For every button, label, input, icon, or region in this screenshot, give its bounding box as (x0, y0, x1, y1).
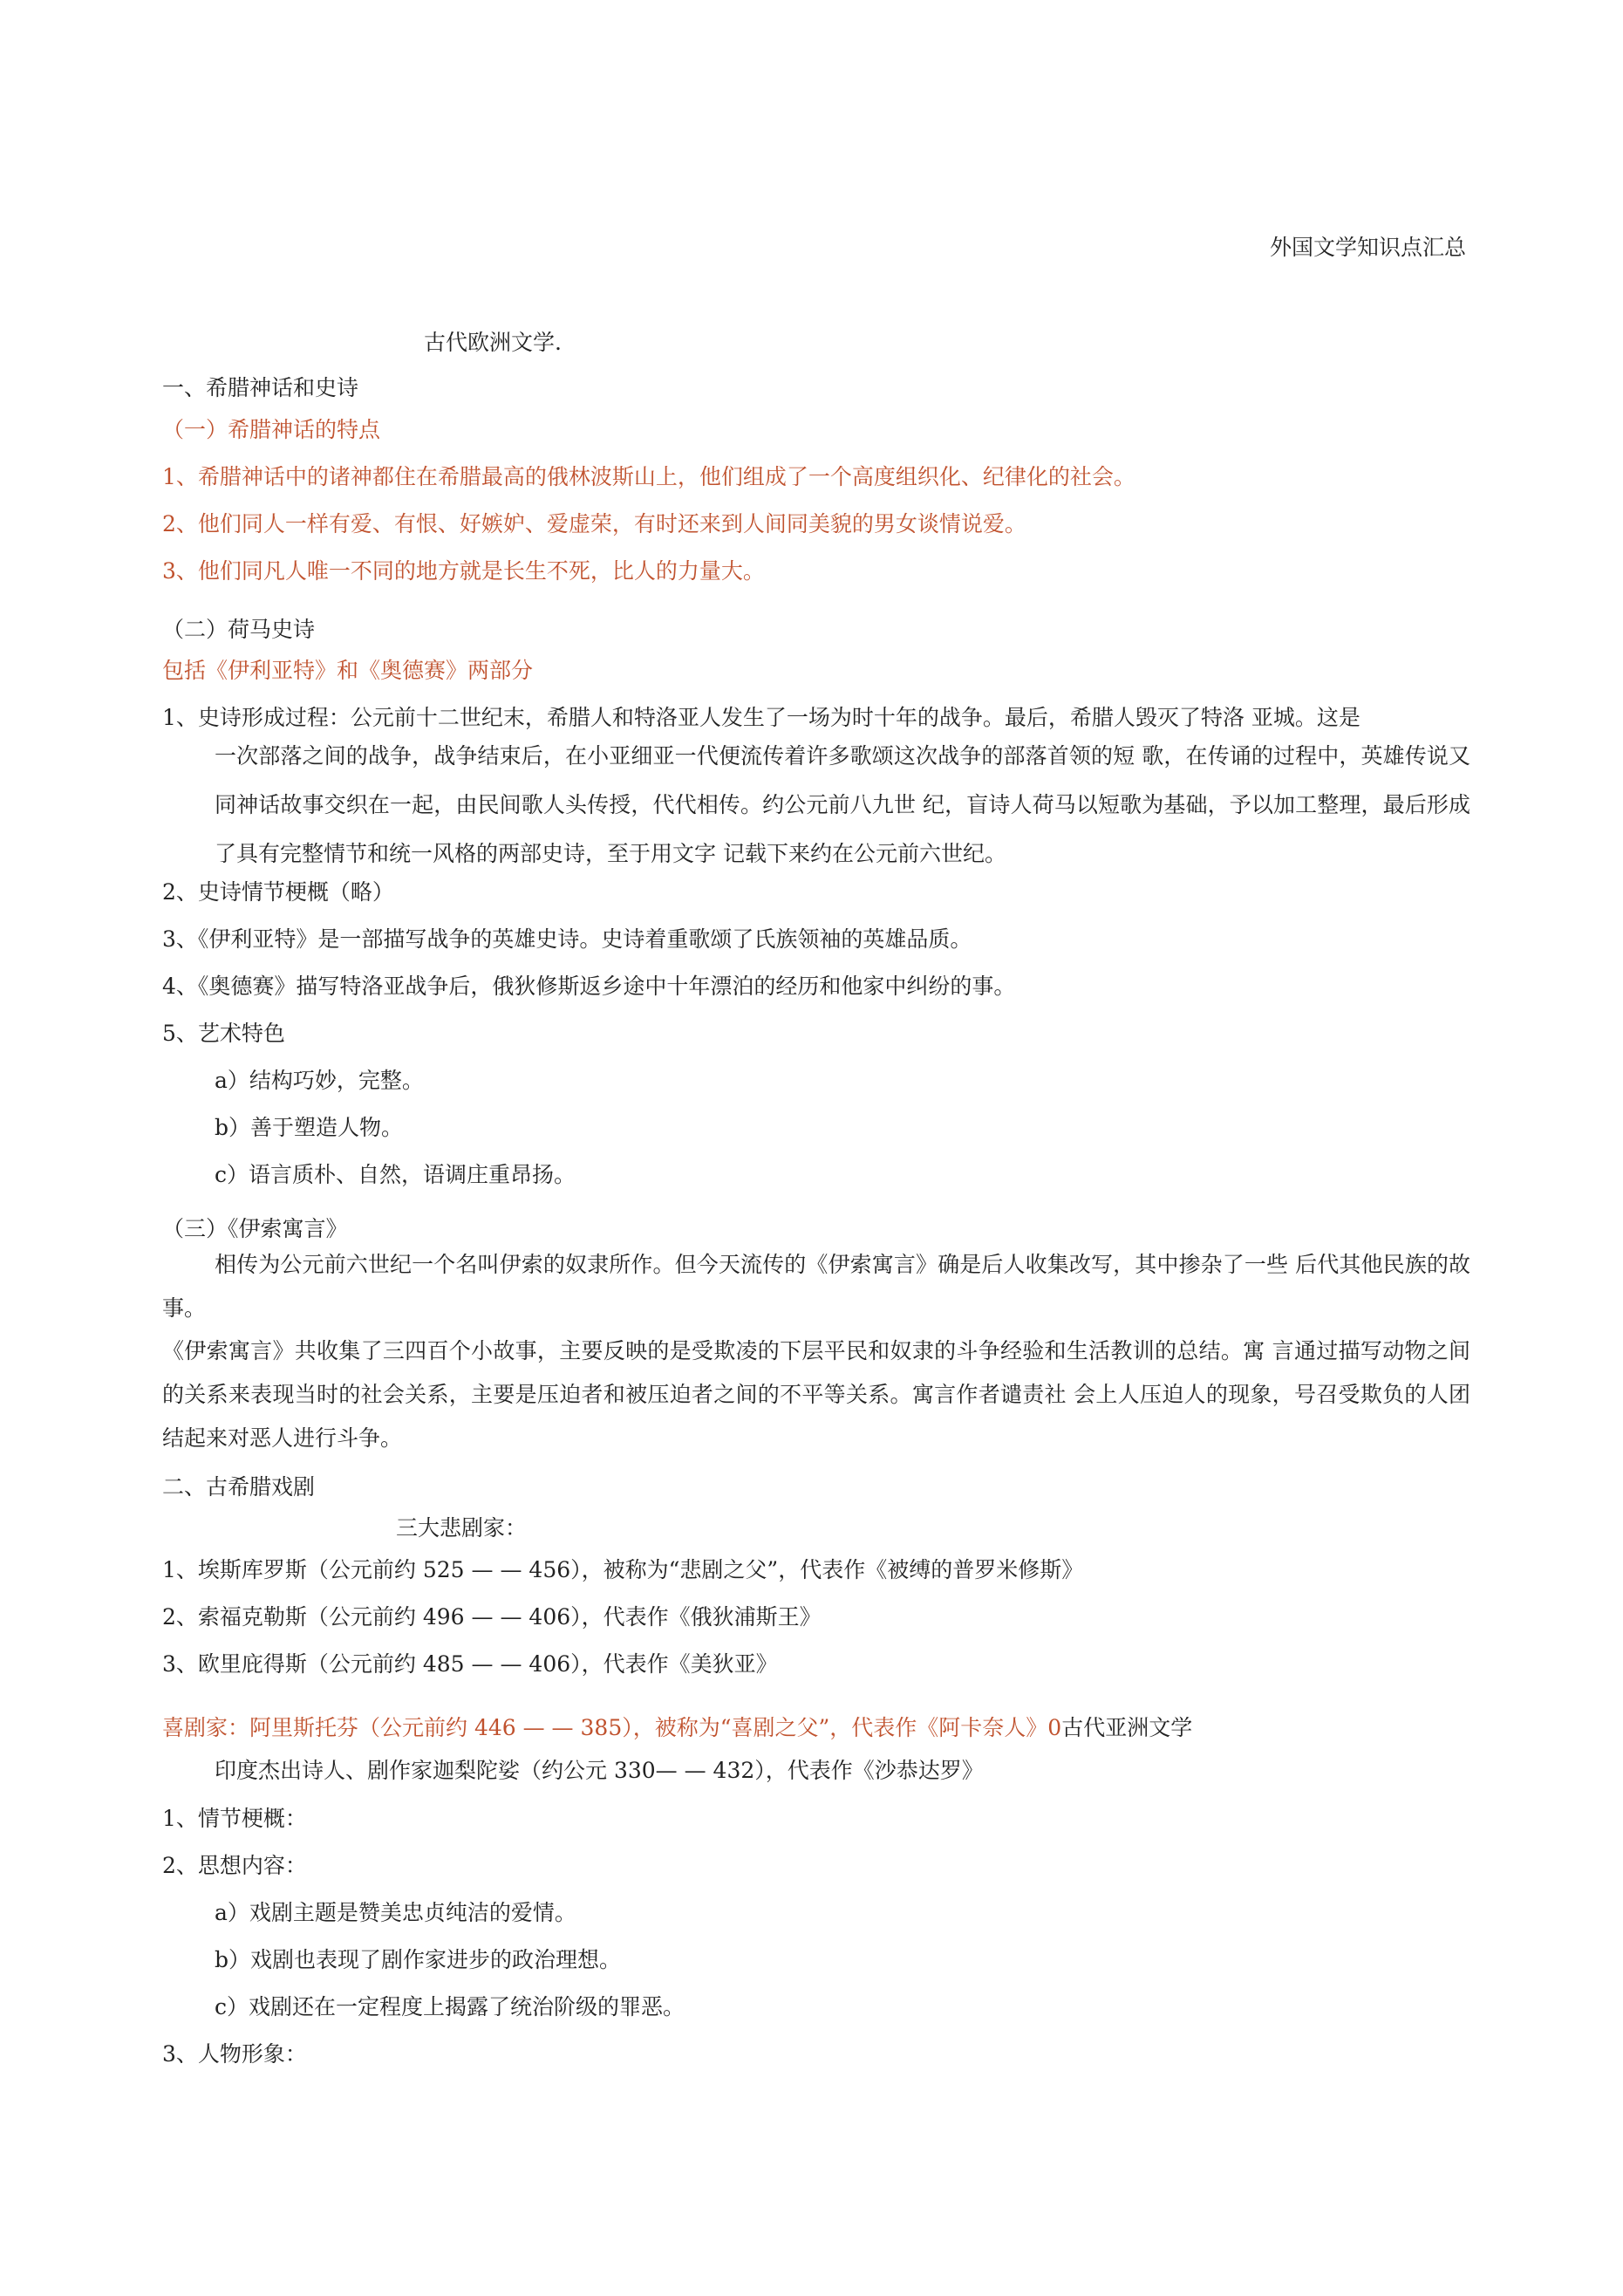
document-title: 外国文学知识点汇总 (1270, 235, 1467, 260)
list-item: 3、人物形象： (162, 2041, 307, 2067)
sub-list-item: c）语言质朴、自然，语调庄重昂扬。 (215, 1162, 576, 1187)
part-title: 古代亚洲文学 (1061, 1715, 1193, 1740)
list-item: 2、他们同人一样有爱、有恨、好嫉妒、爱虚荣，有时还来到人间同美貌的男女谈情说爱。 (162, 511, 1026, 536)
list-item: 2、索福克勒斯（公元前约 496 — — 406），代表作《俄狄浦斯王》 (162, 1604, 822, 1630)
comedian-line (162, 1713, 1192, 1743)
list-item: 1、情节梗概： (162, 1806, 307, 1831)
list-item: 1、埃斯库罗斯（公元前约 525 — — 456），被称为“悲剧之父”，代表作《被缚的普罗米修斯》 (162, 1557, 1084, 1582)
list-item: 4、《奥德赛》描写特洛亚战争后，俄狄修斯返乡途中十年漂泊的经历和他家中纠纷的事。 (162, 974, 1016, 999)
list-item: 5、艺术特色 (162, 1021, 285, 1046)
section-heading: 二、古希腊戏剧 (162, 1474, 316, 1500)
sub-list-item: a）戏剧主题是赞美忠贞纯洁的爱情。 (215, 1900, 576, 1925)
group-heading: 三大悲剧家： (396, 1515, 528, 1541)
list-item: 3、他们同凡人唯一不同的地方就是长生不死，比人的力量大。 (162, 558, 765, 584)
subsection-heading: （三）《伊索寓言》 (162, 1216, 348, 1241)
paragraph: 《伊索寓言》共收集了三四百个小故事，主要反映的是受欺凌的下层平民和奴隶的斗争经验和生活教训的总结。寓 言通过描写动物之间的关系来表现当时的社会关系，主要是压迫者和被压迫者之间的不平等关系。寓言作者谴责社 会上人压迫人的现象，号召受欺负的人团结起来对恶人进行斗争。 (162, 1338, 1470, 1451)
list-item: 2、史诗情节梗概（略） (162, 879, 394, 905)
paragraph-first-line: 1、史诗形成过程：公元前十二世纪末，希腊人和特洛亚人发生了一场为时十年的战争。最后，希腊人毁灭了特洛 亚城。这是 (162, 705, 1360, 730)
subsection-heading: （二）荷马史诗 (162, 617, 316, 642)
subsection-heading: （一）希腊神话的特点 (162, 417, 381, 442)
part-title: 古代欧洲文学. (424, 330, 562, 355)
comedian-text: 喜剧家：阿里斯托芬（公元前约 446 — — 385），被称为“喜剧之父”，代表作《阿卡奈人》0 (162, 1715, 1062, 1740)
intro-line: 印度杰出诗人、剧作家迦梨陀娑（约公元 330— — 432），代表作《沙恭达罗》 (215, 1758, 984, 1783)
section-heading: 一、希腊神话和史诗 (162, 375, 359, 400)
list-item: 3、欧里庇得斯（公元前约 485 — — 406），代表作《美狄亚》 (162, 1651, 778, 1677)
intro-line: 包括《伊利亚特》和《奥德赛》两部分 (162, 658, 534, 683)
list-item: 2、思想内容： (162, 1853, 307, 1878)
paragraph: 相传为公元前六世纪一个名叫伊索的奴隶所作。但今天流传的《伊索寓言》确是后人收集改写，其中掺杂了一些 后代其他民族的故事。 (162, 1252, 1470, 1321)
paragraph-body: 一次部落之间的战争，战争结束后，在小亚细亚一代便流传着许多歌颂这次战争的部落首领的短 歌，在传诵的过程中，英雄传说又同神话故事交织在一起，由民间歌人头传授，代代相传。约公元前八九世 纪，盲诗人荷马以短歌为基础，予以加工整理，最后形成了具有完整情节和统一风格的两部史诗，至于用文字 记载下来约在公元前六世纪。 (215, 743, 1470, 866)
sub-list-item: b）善于塑造人物。 (215, 1115, 404, 1140)
sub-list-item: b）戏剧也表现了剧作家进步的政治理想。 (215, 1947, 622, 1972)
sub-list-item: c）戏剧还在一定程度上揭露了统治阶级的罪恶。 (215, 1994, 685, 2019)
sub-list-item: a）结构巧妙，完整。 (215, 1068, 424, 1093)
list-item: 3、《伊利亚特》是一部描写战争的英雄史诗。史诗着重歌颂了氏族领袖的英雄品质。 (162, 926, 972, 952)
list-item: 1、希腊神话中的诸神都住在希腊最高的俄林波斯山上，他们组成了一个高度组织化、纪律化的社会。 (162, 464, 1135, 489)
